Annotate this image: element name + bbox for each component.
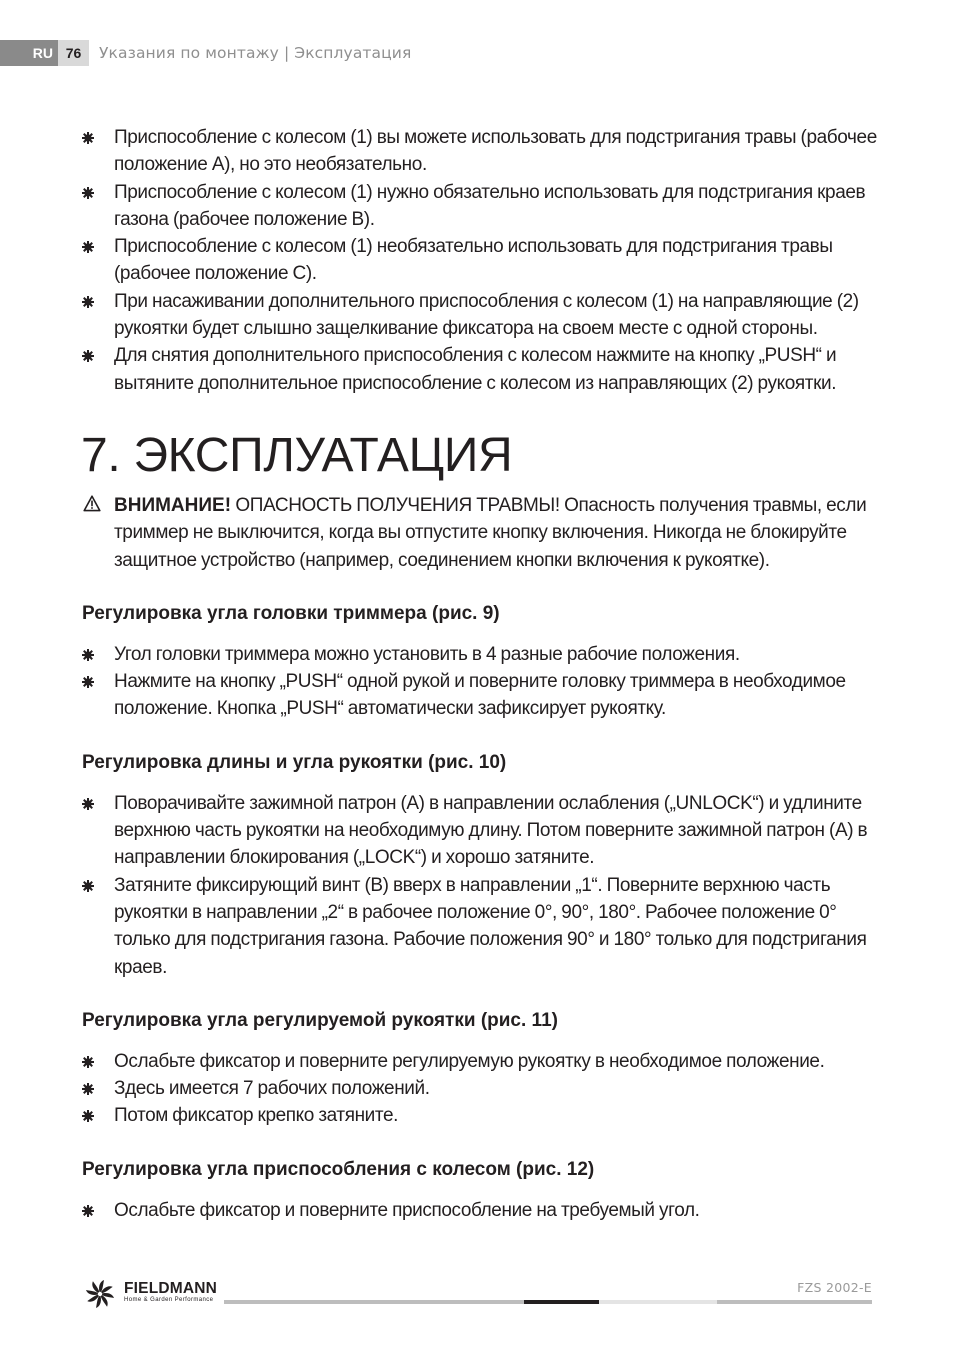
subsection-bullet-list <box>82 1197 882 1224</box>
subsection-title: Регулировка длины и угла рукоятки (рис. 10) <box>82 751 507 773</box>
bullet-icon <box>82 187 94 199</box>
list-item <box>82 1048 882 1075</box>
brand-logo <box>82 1279 217 1309</box>
footer-rule-center <box>524 1300 599 1304</box>
bullet-icon <box>82 649 94 661</box>
breadcrumb: Указания по монтажу | Эксплуатация <box>99 44 412 62</box>
warning-block <box>82 492 882 574</box>
bullet-icon <box>82 1110 94 1122</box>
fan-logo-icon <box>82 1279 122 1309</box>
bullet-icon <box>82 1205 94 1217</box>
page-content <box>82 124 882 1224</box>
list-item <box>82 288 882 343</box>
brand-name: FIELDMANN <box>124 1280 218 1297</box>
list-item <box>82 233 882 288</box>
bullet-icon <box>82 880 94 892</box>
language-badge: RU <box>0 40 58 66</box>
list-item <box>82 1075 882 1102</box>
list-item <box>82 1102 882 1129</box>
list-item-text: Затяните фиксирующий винт (В) вверх в направлении „1“. Поверните верхнюю часть рукоятки в направлении „2“ в рабочее положение 0°, 90°, 180°. Рабочее положение 0° только для подстригания газона. Рабочие положения 90° и 180° только для подстригания краев. <box>114 874 867 978</box>
brand-tagline: Home & Garden Performance <box>124 1297 214 1303</box>
section-title: 7. ЭКСПЛУАТАЦИЯ <box>81 428 513 482</box>
bullet-icon <box>82 676 94 688</box>
list-item <box>82 641 882 668</box>
bullet-icon <box>82 350 94 362</box>
list-item <box>82 1197 882 1224</box>
subsection-title: Регулировка угла приспособления с колесом (рис. 12) <box>82 1158 595 1180</box>
list-item-text: Для снятия дополнительного приспособления с колесом нажмите на кнопку „PUSH“ и вытяните дополнительное приспособление с колесом из направляющих (2) рукоятки. <box>114 345 837 394</box>
bullet-icon <box>82 132 94 144</box>
list-item-text: При насаживании дополнительного приспособления с колесом (1) на направляющие (2) рукоятки будет слышно защелкивание фиксатора на своем месте с одной стороны. <box>114 290 859 340</box>
subsection-title: Регулировка угла регулируемой рукоятки (рис. 11) <box>82 1009 558 1031</box>
subsection-bullet-list <box>82 790 882 981</box>
bullet-icon <box>82 241 94 253</box>
list-item <box>82 668 882 723</box>
list-item <box>82 342 882 397</box>
list-item-text: Угол головки триммера можно установить в 4 разные рабочие положения. <box>114 643 740 665</box>
bullet-icon <box>82 1083 94 1095</box>
intro-bullet-list <box>82 124 882 397</box>
list-item-text: Ослабьте фиксатор и поверните приспособление на требуемый угол. <box>114 1199 700 1221</box>
list-item-text: Приспособление с колесом (1) вы можете использовать для подстригания травы (рабочее положение А), но это необязательно. <box>114 127 877 176</box>
logo-text <box>124 1281 217 1304</box>
list-item <box>82 179 882 234</box>
page-header <box>0 40 411 66</box>
bullet-icon <box>82 798 94 810</box>
footer-rule-right <box>717 1300 872 1304</box>
warning-triangle-icon <box>83 495 101 512</box>
warning-label: ВНИМАНИЕ! <box>114 494 232 516</box>
subsection-title: Регулировка угла головки триммера (рис. 9) <box>82 602 500 624</box>
list-item-text: Приспособление с колесом (1) необязательно использовать для подстригания травы (рабочее положение С). <box>114 236 833 285</box>
bullet-icon <box>82 1056 94 1068</box>
footer-rule-left <box>224 1300 524 1304</box>
list-item-text: Потом фиксатор крепко затяните. <box>114 1105 399 1127</box>
list-item-text: Ослабьте фиксатор и поверните регулируемую рукоятку в необходимое положение. <box>114 1050 825 1072</box>
list-item <box>82 124 882 179</box>
list-item-text: Нажмите на кнопку „PUSH“ одной рукой и поверните головку триммера в необходимое положение. Кнопка „PUSH“ автоматически зафиксирует рукоятку. <box>114 671 846 720</box>
list-item-text: Здесь имеется 7 рабочих положений. <box>114 1078 430 1100</box>
model-number: FZS 2002-E <box>797 1280 872 1295</box>
warning-text: ОПАСНОСТЬ ПОЛУЧЕНИЯ ТРАВМЫ! Опасность получения травмы, если триммер не выключится, когда вы отпустите кнопку включения. Никогда не блокируйте защитное устройство (например, соединением кнопки включения к рукоятке). <box>114 494 867 571</box>
list-item <box>82 790 882 872</box>
subsection-bullet-list <box>82 1048 882 1130</box>
list-item-text: Поворачивайте зажимной патрон (А) в направлении ослабления („UNLOCK“) и удлините верхнюю часть рукоятки на необходимую длину. Потом поверните зажимной патрон (А) в направлении блокирования („LOCK“) и хорошо затяните. <box>114 792 868 869</box>
list-item <box>82 872 882 981</box>
subsection-bullet-list <box>82 641 882 723</box>
list-item-text: Приспособление с колесом (1) нужно обязательно использовать для подстригания краев газона (рабочее положение В). <box>114 181 866 230</box>
page-number: 76 <box>58 40 89 66</box>
footer-rule-right-light <box>599 1300 717 1304</box>
bullet-icon <box>82 296 94 308</box>
